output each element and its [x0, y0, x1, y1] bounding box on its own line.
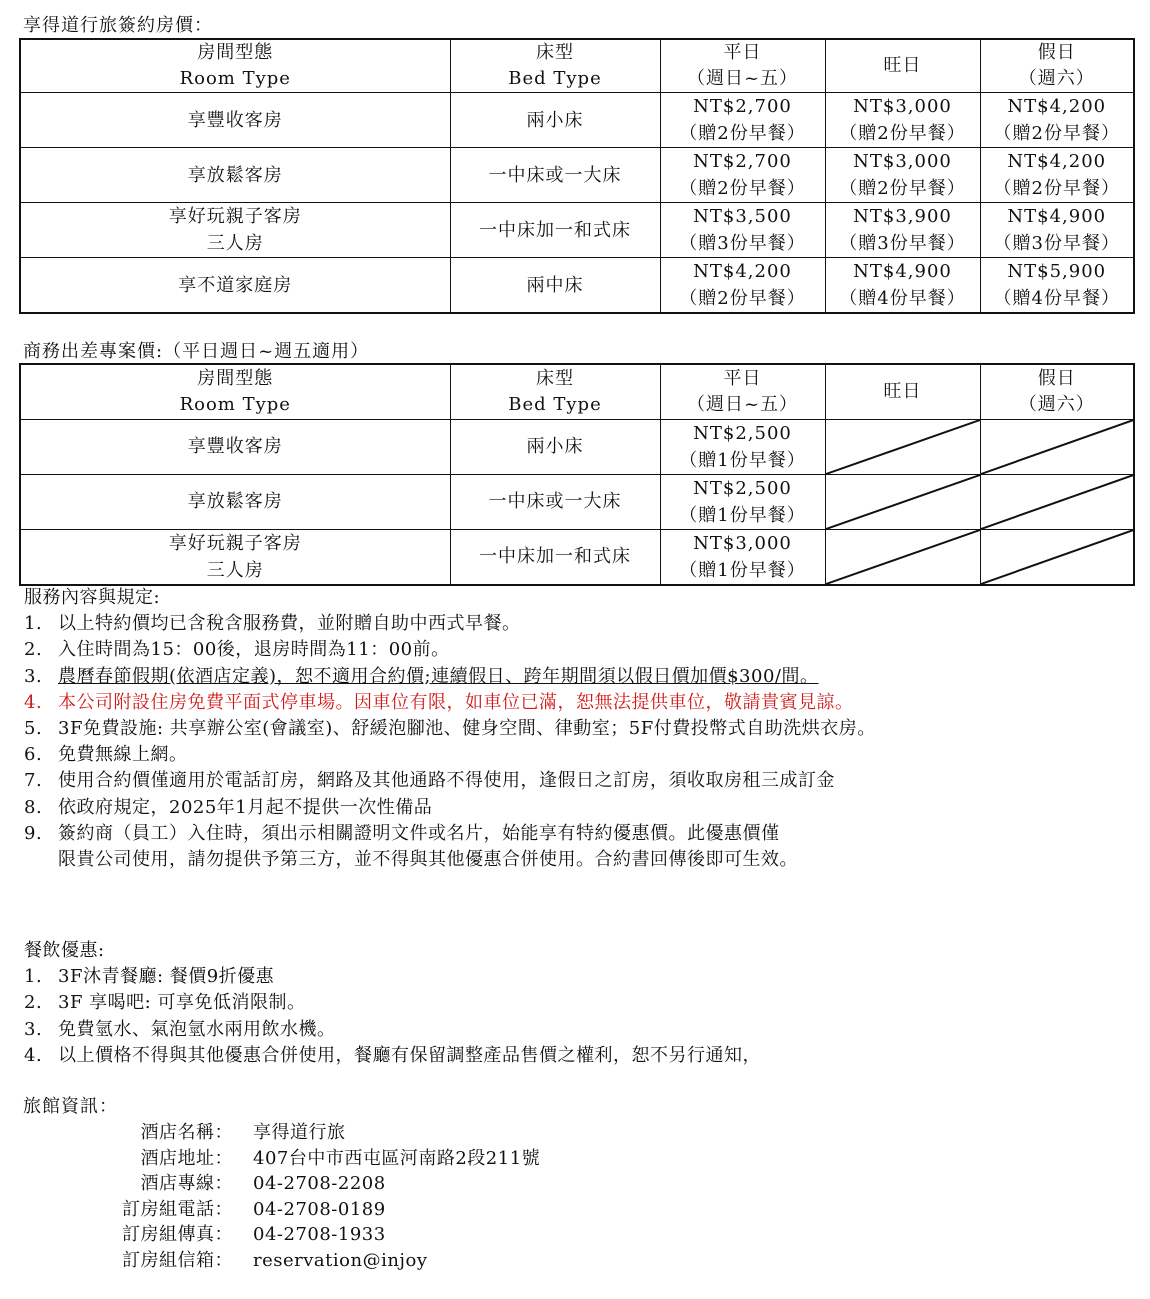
table-row — [20, 419, 1134, 474]
bed-cell: 一中床或一大床 — [450, 474, 660, 529]
diagonal-slash-icon — [826, 475, 980, 529]
info-row-booking-email: 訂房組信箱： reservation@injoy — [122, 1249, 428, 1271]
weekday-price-cell: NT$2,500 （贈1份早餐） — [660, 474, 825, 529]
peak-price-cell: NT$3,000 （贈2份早餐） — [825, 148, 980, 203]
table-row — [20, 93, 1134, 148]
holiday-header: 假日 （週六） — [980, 39, 1134, 93]
business-rate-table — [19, 363, 1135, 586]
room-name-cell: 享豐收客房 — [20, 419, 450, 474]
table-header-row — [20, 39, 1134, 93]
room-type-header: 房間型態 Room Type — [20, 39, 450, 93]
dining-offers — [24, 938, 761, 1069]
service-rules — [24, 585, 876, 873]
weekday-price-cell: NT$2,700 （贈2份早餐） — [660, 93, 825, 148]
bed-cell: 兩小床 — [450, 93, 660, 148]
holiday-price-cell: NT$5,900 （贈4份早餐） — [980, 258, 1134, 314]
info-row-booking-phone: 訂房組電話： 04-2708-0189 — [122, 1198, 386, 1220]
bed-cell: 一中床或一大床 — [450, 148, 660, 203]
list-item: 8. 依政府規定，2025年1月起不提供一次性備品 — [24, 796, 433, 818]
weekday-price-cell: NT$2,500 （贈1份早餐） — [660, 419, 825, 474]
table-row — [20, 529, 1134, 585]
info-row-address: 酒店地址： 407台中市西屯區河南路2段211號 — [140, 1147, 541, 1169]
room-name-cell: 享好玩親子客房 三人房 — [20, 529, 450, 585]
contract-rate-table — [19, 38, 1135, 314]
room-name-cell: 享豐收客房 — [20, 93, 450, 148]
diagonal-slash-icon — [981, 420, 1134, 474]
not-applicable-cell — [825, 419, 980, 474]
dining-title: 餐飲優惠: — [24, 940, 105, 961]
diagonal-slash-icon — [981, 530, 1134, 584]
diagonal-slash-icon — [826, 420, 980, 474]
info-row-hotline: 酒店專線： 04-2708-2208 — [140, 1173, 386, 1194]
table-row — [20, 474, 1134, 529]
not-applicable-cell — [980, 529, 1134, 585]
info-row-booking-fax: 訂房組傳真： 04-2708-1933 — [122, 1224, 386, 1245]
room-name-cell: 享不道家庭房 — [20, 258, 450, 314]
bed-cell: 兩小床 — [450, 419, 660, 474]
not-applicable-cell — [825, 474, 980, 529]
list-item: 3. 免費氫水、氣泡氫水兩用飲水機。 — [24, 1018, 336, 1040]
list-item: 7. 使用合約價僅適用於電話訂房，網路及其他通路不得使用，逢假日之訂房，須收取房租三成訂金 — [24, 770, 835, 792]
bed-cell: 兩中床 — [450, 258, 660, 314]
room-name-cell: 享好玩親子客房 三人房 — [20, 203, 450, 258]
room-name-cell: 享放鬆客房 — [20, 148, 450, 203]
list-item: 2. 3F 享喝吧: 可享免低消限制。 — [24, 992, 306, 1014]
holiday-price-cell: NT$4,200 （贈2份早餐） — [980, 93, 1134, 148]
list-item: 1. 以上特約價均已含稅含服務費，並附贈自助中西式早餐。 — [24, 613, 521, 635]
room-name-cell: 享放鬆客房 — [20, 474, 450, 529]
table-row — [20, 258, 1134, 314]
not-applicable-cell — [980, 474, 1134, 529]
peak-price-cell: NT$3,900 （贈3份早餐） — [825, 203, 980, 258]
table-row — [20, 148, 1134, 203]
peak-header: 旺日 — [825, 39, 980, 93]
info-row-name: 酒店名稱： 享得道行旅 — [140, 1122, 346, 1143]
hotel-info — [90, 1120, 540, 1273]
list-item: 6. 免費無線上網。 — [24, 744, 188, 766]
peak-price-cell: NT$4,900 （贈4份早餐） — [825, 258, 980, 314]
bed-cell: 一中床加一和式床 — [450, 529, 660, 585]
peak-price-cell: NT$3,000 （贈2份早餐） — [825, 93, 980, 148]
table-row — [20, 203, 1134, 258]
room-type-header: 房間型態 Room Type — [20, 364, 450, 419]
list-item: 5. 3F免費設施: 共享辦公室(會議室)、舒緩泡腳池、健身空間、律動室；5F付費投幣式自助洗烘衣房。 — [24, 718, 876, 740]
weekday-header: 平日 （週日~五） — [660, 364, 825, 419]
list-item: 4. 以上價格不得與其他優惠合併使用，餐廳有保留調整產品售價之權利，恕不另行通知， — [24, 1044, 761, 1066]
diagonal-slash-icon — [826, 530, 980, 584]
bed-cell: 一中床加一和式床 — [450, 203, 660, 258]
list-item-continuation: 限貴公司使用，請勿提供予第三方，並不得與其他優惠合併使用。合約書回傳後即可生效。 — [58, 849, 798, 871]
diagonal-slash-icon — [981, 475, 1134, 529]
list-item: 1. 3F沐青餐廳: 餐價9折優惠 — [24, 966, 275, 988]
business-title: 商務出差專案價:（平日週日~週五適用） — [23, 341, 370, 362]
list-item: 2. 入住時間為15：00後，退房時間為11：00前。 — [24, 639, 450, 661]
list-item-parking-notice: 4. 本公司附設住房免費平面式停車場。因車位有限，如車位已滿，恕無法提供車位，敬請貴賓見諒。 — [24, 691, 854, 713]
peak-header: 旺日 — [825, 364, 980, 419]
bed-type-header: 床型 Bed Type — [450, 364, 660, 419]
weekday-header: 平日 （週日~五） — [660, 39, 825, 93]
weekday-price-cell: NT$4,200 （贈2份早餐） — [660, 258, 825, 314]
not-applicable-cell — [825, 529, 980, 585]
holiday-price-cell: NT$4,200 （贈2份早餐） — [980, 148, 1134, 203]
holiday-header: 假日 （週六） — [980, 364, 1134, 419]
hotel-info-title: 旅館資訊： — [23, 1096, 118, 1117]
not-applicable-cell — [980, 419, 1134, 474]
service-title: 服務內容與規定: — [24, 587, 161, 608]
weekday-price-cell: NT$3,000 （贈1份早餐） — [660, 529, 825, 585]
weekday-price-cell: NT$2,700 （贈2份早餐） — [660, 148, 825, 203]
contract-title: 享得道行旅簽約房價： — [23, 15, 213, 36]
bed-type-header: 床型 Bed Type — [450, 39, 660, 93]
holiday-price-cell: NT$4,900 （贈3份早餐） — [980, 203, 1134, 258]
list-item-underlined: 3. 農曆春節假期(依酒店定義)，恕不適用合約價;連續假日、跨年期間須以假日價加價$300/間。 — [24, 665, 819, 687]
table-header-row — [20, 364, 1134, 419]
list-item: 9. 簽約商（員工）入住時，須出示相關證明文件或名片，始能享有特約優惠價。此優惠價僅 — [24, 822, 780, 844]
weekday-price-cell: NT$3,500 （贈3份早餐） — [660, 203, 825, 258]
